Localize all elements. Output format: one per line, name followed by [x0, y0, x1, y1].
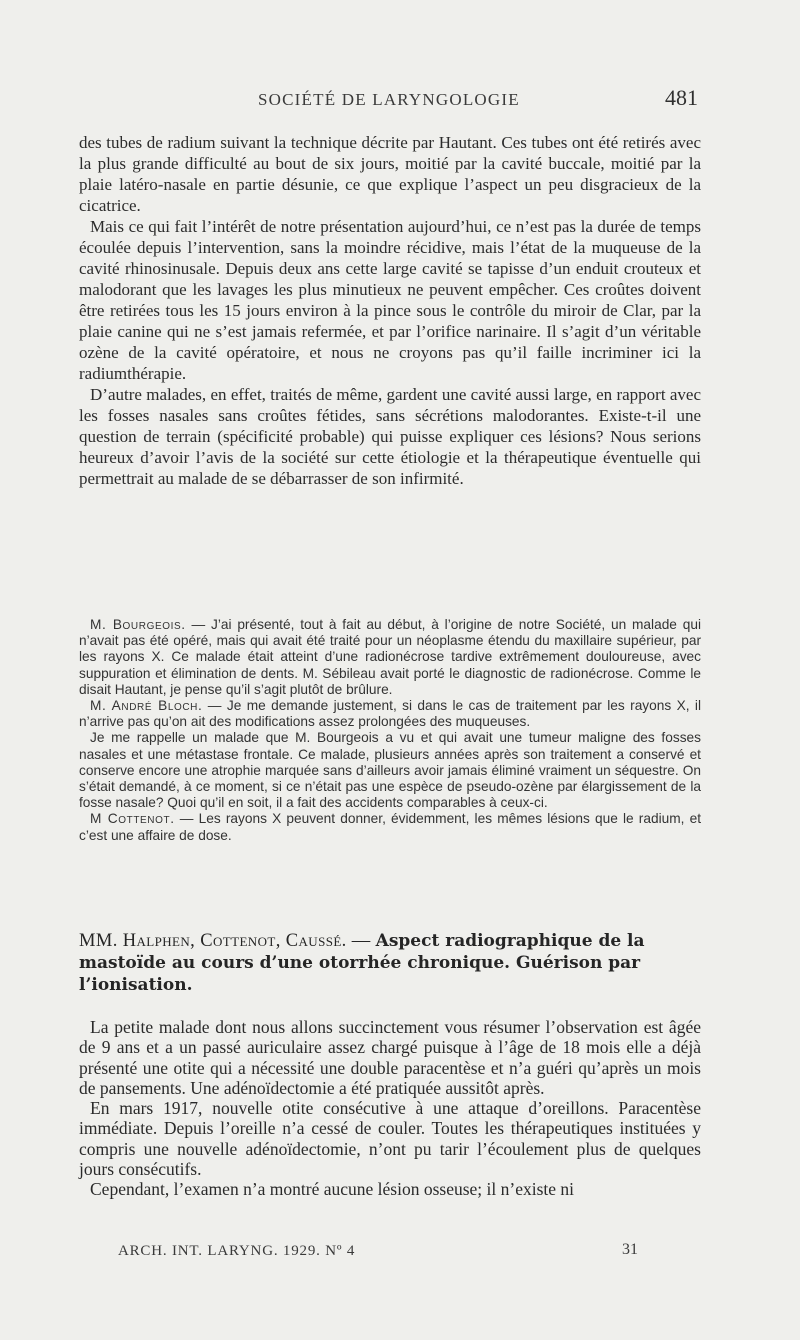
speaker-name: M. André Bloch. [90, 698, 203, 714]
paragraph: des tubes de radium suivant la technique décrite par Hautant. Ces tubes ont été retirés avec la plus grande difficulté au bout de six jours, moitié par la cavité buccale, moitié par la plaie latéro-nasale en partie désunie, ce que explique l’aspect un peu disgracieux de la cicatrice. [79, 133, 701, 215]
discussion-text: Je me rappelle un malade que M. Bourgeois a vu et qui avait une tumeur maligne des fosses nasales et une métastase frontale. Ce malade, plusieurs années après son traitement a conservé et conserve encore une atrophie marquée sans d’ailleurs avoir jamais éliminé vraiment un séquestre. On s’était demandé, à ce moment, si ce n’était pas une espèce de pseudo-ozène par élargissement de la fosse nasale? Quoi qu’il en soit, il a fait des accidents comparables à ceux-ci. [79, 730, 701, 811]
paragraph: La petite malade dont nous allons succinctement vous résumer l’observation est âgée de 9 ans et a un passé auriculaire assez chargé puisque à l’âge de 18 mois elle a déjà présenté une otite qui a nécessité une double paracentèse et n’a guéri qu’après un mois de pansements. Une adénoïdectomie a été pratiquée aussitôt après. [79, 1017, 701, 1098]
discussion-text: — J’ai présenté, tout à fait au début, à l’origine de notre Société, un malade qui n’avait pas été opéré, mais qui avait été traité pour un néoplasme étendu du maxillaire supérieur, par les rayons X. Ce malade était atteint d’une radionécrose tardive extrêmement douloureuse, avec suppuration et élimination de dents. M. Sébileau avait porté le diagnostic de radionécrose. Comme le disait Hautant, je pense qu’il s’agit plutôt de brûlure. [79, 617, 701, 697]
discussion-text: — Les rayons X peuvent donner, évidemment, les mêmes lésions que le radium, et c’est une affaire de dose. [79, 811, 701, 843]
paragraph: Cependant, l’examen n’a montré aucune lésion osseuse; il n’existe ni [90, 1179, 575, 1200]
discussion-entry [79, 730, 701, 811]
article-body [79, 1017, 701, 1200]
discussion-entry [79, 617, 701, 698]
discussion-entry [79, 698, 701, 730]
running-title: SOCIÉTÉ DE LARYNGOLOGIE [258, 90, 520, 109]
speaker-name: M. Bourgeois. [90, 617, 186, 632]
journal-reference: ARCH. INT. LARYNG. 1929. Nº 4 [118, 1243, 356, 1259]
paragraph: En mars 1917, nouvelle otite consécutive à une attaque d’oreillons. Paracentèse immédiate. Depuis l’oreille n’a cessé de couler. Toutes les thérapeutiques instituées y compris une nouvelle adénoïdectomie, n’ont pu tarir l’écoulement plus de quelques jours consécutifs. [79, 1098, 701, 1180]
page-number: 481 [665, 85, 698, 110]
speaker-name: M Cottenot. [90, 811, 175, 827]
discussion-section [79, 617, 701, 844]
paragraph: D’autre malades, en effet, traités de même, gardent une cavité aussi large, en rapport avec les fosses nasales sans croûtes fétides, sans sécrétions malodorantes. Existe-t-il une question de terrain (spécificité probable) qui puisse expliquer ces lésions? Nous serions heureux d’avoir l’avis de la société sur cette étiologie et la thérapeutique éventuelle qui permettrait au malade de se débarrasser de son infirmité. [79, 385, 701, 488]
page-header [0, 85, 800, 114]
article-authors: MM. Halphen, Cottenot, Caussé. [79, 931, 347, 951]
article-heading [79, 930, 707, 996]
title-separator: — [346, 931, 376, 951]
main-text [79, 132, 701, 489]
discussion-entry [79, 811, 701, 843]
paragraph: Mais ce qui fait l’intérêt de notre présentation aujourd’hui, ce n’est pas la durée de temps écoulée depuis l’intervention, sans la moindre récidive, mais l’état de la muqueuse de la cavité rhinosinusale. Depuis deux ans cette large cavité se tapisse d’un enduit crouteux et malodorant que les lavages les plus minutieux ne peuvent empêcher. Ces croûtes doivent être retirées tous les 15 jours environ à la pince sous le contrôle du miroir de Clar, par la plaie canine qui ne s’est jamais refermée, et par l’orifice narinaire. Il s’agit d’un véritable ozène de la cavité opératoire, et nous ne croyons pas qu’il faille incriminer ici la radiumthérapie. [79, 217, 701, 383]
discussion-text: — Je me demande justement, si dans le cas de traitement par les rayons X, il n’arrive pas qu’on ait des modifications assez prolongées des muqueuses. [79, 698, 702, 730]
article-title: Aspect radiographique de la mastoïde au cours d’une otorrhée chronique. Guérison par l’ionisation. [79, 931, 645, 995]
signature-number: 31 [622, 1241, 638, 1258]
page-footer [0, 1241, 800, 1263]
